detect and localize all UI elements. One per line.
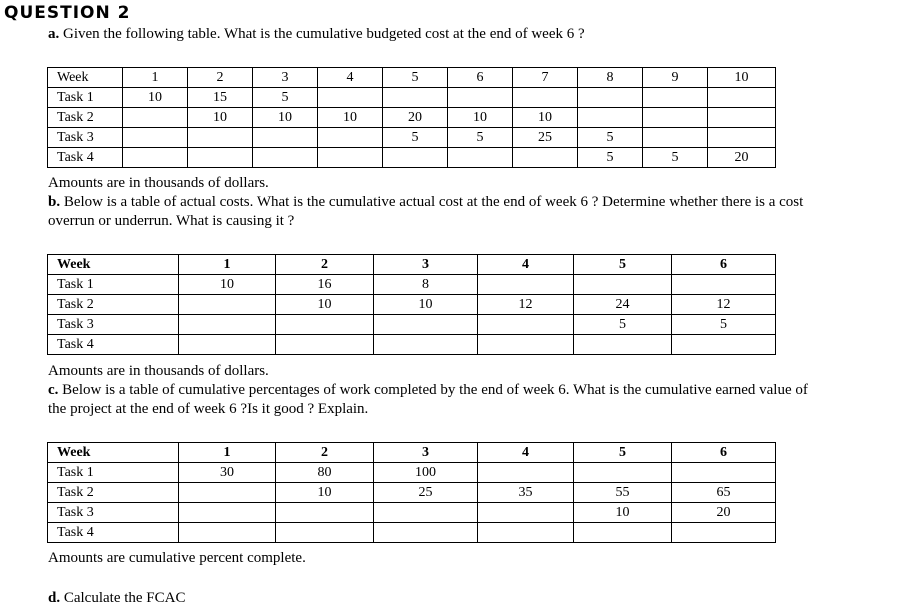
table-row (48, 523, 776, 543)
table-cell (179, 503, 276, 523)
header-week-6: 6 (672, 255, 776, 275)
part-c-text-line1: Below is a table of cumulative percentages of work completed by the end of week 6. What is the cumulative earned value of (62, 382, 808, 398)
table-cell (188, 148, 253, 168)
table-cell (643, 88, 708, 108)
table-row (48, 483, 776, 503)
table-cell (574, 275, 672, 295)
task-label: Task 4 (48, 148, 123, 168)
table-cell (188, 128, 253, 148)
header-week-1: 1 (179, 443, 276, 463)
table-cell: 5 (448, 128, 513, 148)
header-week-2: 2 (276, 443, 374, 463)
table-cell (318, 128, 383, 148)
table-cell (478, 335, 574, 355)
table-cell (318, 88, 383, 108)
table-cell (672, 335, 776, 355)
part-c-label: c. (48, 382, 59, 398)
table-cell (478, 275, 574, 295)
table-cell (374, 335, 478, 355)
header-week-3: 3 (374, 255, 478, 275)
table-row (48, 148, 776, 168)
table-cell (574, 463, 672, 483)
header-week-10: 10 (708, 68, 776, 88)
header-week-4: 4 (478, 255, 574, 275)
table-cell: 10 (318, 108, 383, 128)
table-cell (253, 148, 318, 168)
table-cell: 25 (374, 483, 478, 503)
table-cell (578, 88, 643, 108)
table-cell (179, 315, 276, 335)
table-cell: 8 (374, 275, 478, 295)
table-cell: 35 (478, 483, 574, 503)
header-week-4: 4 (478, 443, 574, 463)
table-cell: 5 (643, 148, 708, 168)
table-cell (643, 128, 708, 148)
table-cell (672, 463, 776, 483)
table-cell (574, 335, 672, 355)
table-cell: 10 (123, 88, 188, 108)
table-cell: 5 (672, 315, 776, 335)
table-cell (179, 483, 276, 503)
task-label: Task 3 (48, 315, 179, 335)
table-row (48, 295, 776, 315)
table-header-row (48, 255, 776, 275)
table-cell (448, 148, 513, 168)
part-d-text: Calculate the FCAC (63, 590, 186, 606)
table-cell (276, 523, 374, 543)
header-week-5: 5 (574, 443, 672, 463)
table-row (48, 108, 776, 128)
table-cell (123, 108, 188, 128)
table-cell (123, 148, 188, 168)
table-cell (708, 128, 776, 148)
table-cell (276, 315, 374, 335)
task-label: Task 1 (48, 463, 179, 483)
header-week-2: 2 (276, 255, 374, 275)
header-week-5: 5 (383, 68, 448, 88)
table-cell: 30 (179, 463, 276, 483)
table-cell: 10 (513, 108, 578, 128)
table-cell: 5 (578, 128, 643, 148)
table-cell (179, 523, 276, 543)
table-header-row (48, 443, 776, 463)
part-d-label: d. (48, 590, 61, 606)
table-cell: 25 (513, 128, 578, 148)
part-c-note: Amounts are cumulative percent complete. (48, 550, 306, 566)
part-b-prompt-line2: overrun or underrun. What is causing it ? (48, 213, 295, 229)
table-cell (276, 503, 374, 523)
header-week-7: 7 (513, 68, 578, 88)
table-cell (672, 275, 776, 295)
table-cell: 15 (188, 88, 253, 108)
table-cell (276, 335, 374, 355)
task-label: Task 2 (48, 483, 179, 503)
task-label: Task 3 (48, 503, 179, 523)
question-heading: QUESTION 2 (4, 3, 131, 23)
header-week-1: 1 (123, 68, 188, 88)
table-row (48, 463, 776, 483)
header-week-2: 2 (188, 68, 253, 88)
part-b-prompt-line1 (48, 193, 803, 211)
table-cell (478, 523, 574, 543)
task-label: Task 4 (48, 523, 179, 543)
actual-cost-table (47, 254, 776, 355)
part-c-prompt-line1 (48, 381, 808, 399)
table-row (48, 88, 776, 108)
header-week-5: 5 (574, 255, 672, 275)
part-b-label: b. (48, 194, 61, 210)
task-label: Task 2 (48, 108, 123, 128)
header-week-6: 6 (448, 68, 513, 88)
header-week-3: 3 (253, 68, 318, 88)
table-cell: 20 (708, 148, 776, 168)
header-week-1: 1 (179, 255, 276, 275)
table-row (48, 275, 776, 295)
table-cell (478, 503, 574, 523)
part-a-text: Given the following table. What is the cumulative budgeted cost at the end of week 6 ? (63, 26, 585, 42)
table-cell (448, 88, 513, 108)
part-b-text-line1: Below is a table of actual costs. What is the cumulative actual cost at the end of week 6 ? Determine whether there is a cost (63, 194, 804, 210)
table-cell: 16 (276, 275, 374, 295)
header-week-label: Week (48, 255, 179, 275)
header-week-6: 6 (672, 443, 776, 463)
table-cell (513, 148, 578, 168)
task-label: Task 2 (48, 295, 179, 315)
table-cell (318, 148, 383, 168)
table-cell (374, 523, 478, 543)
part-a-note: Amounts are in thousands of dollars. (48, 175, 269, 191)
task-label: Task 3 (48, 128, 123, 148)
table-cell: 10 (276, 295, 374, 315)
task-label: Task 1 (48, 88, 123, 108)
budget-table (47, 67, 776, 168)
header-week-4: 4 (318, 68, 383, 88)
table-cell (374, 315, 478, 335)
table-cell: 5 (253, 88, 318, 108)
part-b-note: Amounts are in thousands of dollars. (48, 363, 269, 379)
table-cell (574, 523, 672, 543)
table-cell: 10 (253, 108, 318, 128)
header-week-label: Week (48, 68, 123, 88)
table-row (48, 503, 776, 523)
table-cell (478, 315, 574, 335)
table-cell: 10 (574, 503, 672, 523)
table-header-row (48, 68, 776, 88)
table-cell: 5 (383, 128, 448, 148)
table-cell (578, 108, 643, 128)
table-cell (179, 335, 276, 355)
table-cell (708, 108, 776, 128)
table-cell (513, 88, 578, 108)
table-cell: 12 (672, 295, 776, 315)
header-week-label: Week (48, 443, 179, 463)
table-cell: 24 (574, 295, 672, 315)
table-row (48, 128, 776, 148)
table-cell: 10 (276, 483, 374, 503)
table-cell (179, 295, 276, 315)
table-cell (478, 463, 574, 483)
table-cell (253, 128, 318, 148)
table-cell: 100 (374, 463, 478, 483)
table-cell: 12 (478, 295, 574, 315)
part-d-prompt (48, 589, 186, 607)
table-cell (643, 108, 708, 128)
table-cell (672, 523, 776, 543)
table-cell: 55 (574, 483, 672, 503)
header-week-9: 9 (643, 68, 708, 88)
table-cell: 20 (383, 108, 448, 128)
table-cell: 20 (672, 503, 776, 523)
table-cell: 80 (276, 463, 374, 483)
table-cell (123, 128, 188, 148)
table-cell: 5 (574, 315, 672, 335)
table-cell: 10 (374, 295, 478, 315)
table-cell (383, 88, 448, 108)
table-cell (708, 88, 776, 108)
part-a-label: a. (48, 26, 60, 42)
table-cell: 5 (578, 148, 643, 168)
part-c-prompt-line2: the project at the end of week 6 ?Is it good ? Explain. (48, 401, 369, 417)
task-label: Task 1 (48, 275, 179, 295)
table-cell: 65 (672, 483, 776, 503)
table-cell: 10 (448, 108, 513, 128)
table-row (48, 315, 776, 335)
table-cell (374, 503, 478, 523)
part-a-prompt (48, 25, 585, 43)
header-week-3: 3 (374, 443, 478, 463)
header-week-8: 8 (578, 68, 643, 88)
percent-complete-table (47, 442, 776, 543)
table-cell: 10 (188, 108, 253, 128)
table-cell (383, 148, 448, 168)
task-label: Task 4 (48, 335, 179, 355)
table-row (48, 335, 776, 355)
table-cell: 10 (179, 275, 276, 295)
